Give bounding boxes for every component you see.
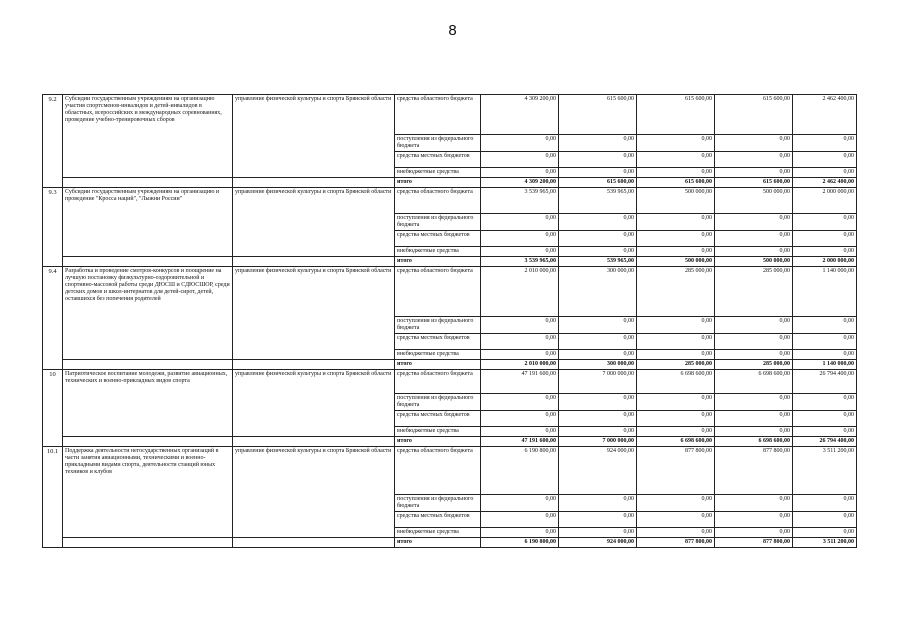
amount-cell: 6 190 800,00	[481, 447, 559, 495]
amount-cell: 0,00	[793, 495, 857, 512]
amount-cell: 0,00	[559, 411, 637, 427]
amount-cell: 615 600,00	[637, 95, 715, 135]
amount-cell: 0,00	[637, 214, 715, 231]
empty-cell	[63, 257, 233, 267]
amount-cell: 0,00	[481, 135, 559, 152]
amount-cell: 539 965,00	[559, 257, 637, 267]
amount-cell: 2 010 000,00	[481, 360, 559, 370]
measure-description: Патриотическое воспитание молодежи, развитие авиационных, технических и военно-прикладных видов спорта	[63, 370, 233, 437]
amount-cell: 0,00	[793, 231, 857, 247]
amount-cell: 0,00	[715, 411, 793, 427]
amount-cell: 0,00	[481, 528, 559, 538]
funding-source: средства областного бюджета	[395, 267, 481, 317]
amount-cell: 0,00	[559, 495, 637, 512]
amount-cell: 0,00	[559, 231, 637, 247]
row-index: 9.3	[43, 188, 63, 267]
amount-cell: 0,00	[715, 214, 793, 231]
amount-cell: 0,00	[481, 394, 559, 411]
funding-source: итого	[395, 360, 481, 370]
amount-cell: 0,00	[715, 495, 793, 512]
amount-cell: 0,00	[715, 528, 793, 538]
amount-cell: 500 000,00	[715, 257, 793, 267]
amount-cell: 0,00	[715, 512, 793, 528]
funding-source: поступления из федерального бюджета	[395, 495, 481, 512]
amount-cell: 0,00	[793, 427, 857, 437]
empty-cell	[233, 538, 395, 548]
amount-cell: 0,00	[637, 135, 715, 152]
amount-cell: 615 600,00	[715, 95, 793, 135]
amount-cell: 6 698 600,00	[637, 437, 715, 447]
row-index: 9.4	[43, 267, 63, 370]
amount-cell: 0,00	[715, 168, 793, 178]
amount-cell: 0,00	[559, 214, 637, 231]
amount-cell: 924 000,00	[559, 538, 637, 548]
amount-cell: 500 000,00	[637, 188, 715, 214]
funding-source: итого	[395, 437, 481, 447]
amount-cell: 6 698 600,00	[715, 437, 793, 447]
amount-cell: 0,00	[559, 512, 637, 528]
amount-cell: 0,00	[481, 350, 559, 360]
amount-cell: 0,00	[793, 411, 857, 427]
funding-source: средства местных бюджетов	[395, 411, 481, 427]
amount-cell: 0,00	[793, 512, 857, 528]
amount-cell: 924 000,00	[559, 447, 637, 495]
amount-cell: 0,00	[481, 231, 559, 247]
amount-cell: 0,00	[793, 247, 857, 257]
row-index: 9.2	[43, 95, 63, 188]
amount-cell: 500 000,00	[715, 188, 793, 214]
amount-cell: 0,00	[637, 495, 715, 512]
amount-cell: 539 965,00	[559, 188, 637, 214]
amount-cell: 877 800,00	[715, 447, 793, 495]
amount-cell: 0,00	[481, 168, 559, 178]
amount-cell: 0,00	[637, 152, 715, 168]
empty-cell	[233, 360, 395, 370]
amount-cell: 6 698 600,00	[715, 370, 793, 394]
funding-source: поступления из федерального бюджета	[395, 214, 481, 231]
amount-cell: 0,00	[481, 247, 559, 257]
amount-cell: 0,00	[637, 350, 715, 360]
amount-cell: 2 462 400,00	[793, 178, 857, 188]
amount-cell: 2 462 400,00	[793, 95, 857, 135]
empty-cell	[233, 257, 395, 267]
executor: управление физической культуры и спорта Брянской области	[233, 95, 395, 178]
amount-cell: 0,00	[481, 317, 559, 334]
funding-source: средства местных бюджетов	[395, 512, 481, 528]
amount-cell: 1 140 000,00	[793, 267, 857, 317]
amount-cell: 0,00	[637, 334, 715, 350]
empty-cell	[63, 538, 233, 548]
amount-cell: 877 800,00	[637, 538, 715, 548]
amount-cell: 0,00	[715, 427, 793, 437]
funding-source: внебюджетные средства	[395, 350, 481, 360]
empty-cell	[233, 178, 395, 188]
amount-cell: 0,00	[481, 411, 559, 427]
amount-cell: 2 000 000,00	[793, 188, 857, 214]
table-row	[43, 447, 857, 495]
funding-source: средства местных бюджетов	[395, 334, 481, 350]
amount-cell: 0,00	[637, 247, 715, 257]
measure-description: Субсидии государственным учреждениям на организацию участия спортсменов-инвалидов и детей-инвалидов в областных, всероссийских и международных соревнованиях, проведение учебно-тренировочных сборов	[63, 95, 233, 178]
table-row-total	[43, 437, 857, 447]
amount-cell: 0,00	[715, 334, 793, 350]
page-number: 8	[448, 22, 457, 39]
amount-cell: 0,00	[637, 411, 715, 427]
amount-cell: 877 800,00	[637, 447, 715, 495]
funding-source: средства областного бюджета	[395, 188, 481, 214]
amount-cell: 0,00	[637, 512, 715, 528]
amount-cell: 1 140 000,00	[793, 360, 857, 370]
amount-cell: 0,00	[793, 152, 857, 168]
row-index: 10.1	[43, 447, 63, 548]
amount-cell: 300 000,00	[559, 360, 637, 370]
amount-cell: 0,00	[559, 247, 637, 257]
amount-cell: 877 800,00	[715, 538, 793, 548]
measure-description: Разработка и проведение смотров-конкурсов и поощрение на лучшую постановку физкультурно-оздоровительной и спортивно-массовой работы среди ДЮСШ и СДЮСШОР, среди детских домов и школ-интернатов для детей-сирот, детей, оставшихся без попечения родителей	[63, 267, 233, 360]
table-row-total	[43, 178, 857, 188]
amount-cell: 0,00	[793, 334, 857, 350]
table-row-total	[43, 257, 857, 267]
amount-cell: 615 600,00	[637, 178, 715, 188]
amount-cell: 0,00	[559, 394, 637, 411]
funding-source: итого	[395, 257, 481, 267]
amount-cell: 0,00	[715, 247, 793, 257]
table-row-total	[43, 538, 857, 548]
empty-cell	[63, 360, 233, 370]
amount-cell: 0,00	[637, 427, 715, 437]
amount-cell: 0,00	[481, 427, 559, 437]
amount-cell: 285 000,00	[637, 267, 715, 317]
amount-cell: 0,00	[637, 231, 715, 247]
amount-cell: 0,00	[559, 528, 637, 538]
amount-cell: 0,00	[793, 135, 857, 152]
amount-cell: 0,00	[559, 334, 637, 350]
amount-cell: 7 000 000,00	[559, 437, 637, 447]
amount-cell: 285 000,00	[715, 360, 793, 370]
amount-cell: 0,00	[637, 528, 715, 538]
amount-cell: 500 000,00	[637, 257, 715, 267]
funding-source: поступления из федерального бюджета	[395, 317, 481, 334]
amount-cell: 0,00	[715, 394, 793, 411]
amount-cell: 0,00	[793, 394, 857, 411]
amount-cell: 0,00	[715, 152, 793, 168]
executor: управление физической культуры и спорта Брянской области	[233, 267, 395, 360]
amount-cell: 3 539 965,00	[481, 257, 559, 267]
amount-cell: 2 010 000,00	[481, 267, 559, 317]
amount-cell: 0,00	[793, 214, 857, 231]
amount-cell: 300 000,00	[559, 267, 637, 317]
measure-description: Субсидии государственным учреждениям на организацию и проведение "Кросса наций", "Лыжни России"	[63, 188, 233, 257]
amount-cell: 0,00	[637, 168, 715, 178]
amount-cell: 0,00	[715, 350, 793, 360]
amount-cell: 0,00	[715, 135, 793, 152]
executor: управление физической культуры и спорта Брянской области	[233, 188, 395, 257]
empty-cell	[233, 437, 395, 447]
amount-cell: 0,00	[715, 317, 793, 334]
amount-cell: 4 309 200,00	[481, 95, 559, 135]
funding-source: внебюджетные средства	[395, 427, 481, 437]
funding-source: средства местных бюджетов	[395, 152, 481, 168]
measure-description: Поддержка деятельности негосударственных организаций в части занятия авиационными, техническими и военно-прикладными видами спорта, деятельности станций юных техников и клубов	[63, 447, 233, 538]
funding-source: средства областного бюджета	[395, 447, 481, 495]
funding-source: внебюджетные средства	[395, 528, 481, 538]
amount-cell: 26 794 400,00	[793, 437, 857, 447]
amount-cell: 285 000,00	[715, 267, 793, 317]
funding-source: поступления из федерального бюджета	[395, 135, 481, 152]
table-row	[43, 188, 857, 214]
amount-cell: 0,00	[481, 495, 559, 512]
amount-cell: 6 698 600,00	[637, 370, 715, 394]
amount-cell: 3 511 200,00	[793, 538, 857, 548]
amount-cell: 0,00	[481, 214, 559, 231]
amount-cell: 3 539 965,00	[481, 188, 559, 214]
amount-cell: 0,00	[559, 317, 637, 334]
executor: управление физической культуры и спорта Брянской области	[233, 370, 395, 437]
amount-cell: 0,00	[715, 231, 793, 247]
funding-source: средства местных бюджетов	[395, 231, 481, 247]
executor: управление физической культуры и спорта Брянской области	[233, 447, 395, 538]
table-row	[43, 267, 857, 317]
amount-cell: 0,00	[481, 512, 559, 528]
funding-source: поступления из федерального бюджета	[395, 394, 481, 411]
funding-source: итого	[395, 178, 481, 188]
amount-cell: 285 000,00	[637, 360, 715, 370]
amount-cell: 6 190 800,00	[481, 538, 559, 548]
amount-cell: 0,00	[559, 152, 637, 168]
amount-cell: 615 600,00	[715, 178, 793, 188]
amount-cell: 0,00	[559, 135, 637, 152]
amount-cell: 0,00	[559, 168, 637, 178]
amount-cell: 26 794 400,00	[793, 370, 857, 394]
funding-source: средства областного бюджета	[395, 370, 481, 394]
table-row	[43, 370, 857, 394]
amount-cell: 615 600,00	[559, 95, 637, 135]
funding-source: внебюджетные средства	[395, 168, 481, 178]
amount-cell: 47 191 600,00	[481, 437, 559, 447]
amount-cell: 0,00	[793, 528, 857, 538]
amount-cell: 47 191 600,00	[481, 370, 559, 394]
amount-cell: 615 600,00	[559, 178, 637, 188]
amount-cell: 3 511 200,00	[793, 447, 857, 495]
empty-cell	[63, 437, 233, 447]
row-index: 10	[43, 370, 63, 447]
amount-cell: 2 000 000,00	[793, 257, 857, 267]
funding-source: внебюджетные средства	[395, 247, 481, 257]
budget-table	[42, 94, 857, 548]
table-row	[43, 95, 857, 135]
empty-cell	[63, 178, 233, 188]
amount-cell: 0,00	[637, 394, 715, 411]
amount-cell: 0,00	[559, 427, 637, 437]
table-row-total	[43, 360, 857, 370]
amount-cell: 0,00	[793, 168, 857, 178]
amount-cell: 0,00	[793, 350, 857, 360]
amount-cell: 4 309 200,00	[481, 178, 559, 188]
amount-cell: 0,00	[481, 334, 559, 350]
amount-cell: 0,00	[637, 317, 715, 334]
amount-cell: 0,00	[481, 152, 559, 168]
funding-source: итого	[395, 538, 481, 548]
funding-source: средства областного бюджета	[395, 95, 481, 135]
amount-cell: 7 000 000,00	[559, 370, 637, 394]
amount-cell: 0,00	[793, 317, 857, 334]
amount-cell: 0,00	[559, 350, 637, 360]
